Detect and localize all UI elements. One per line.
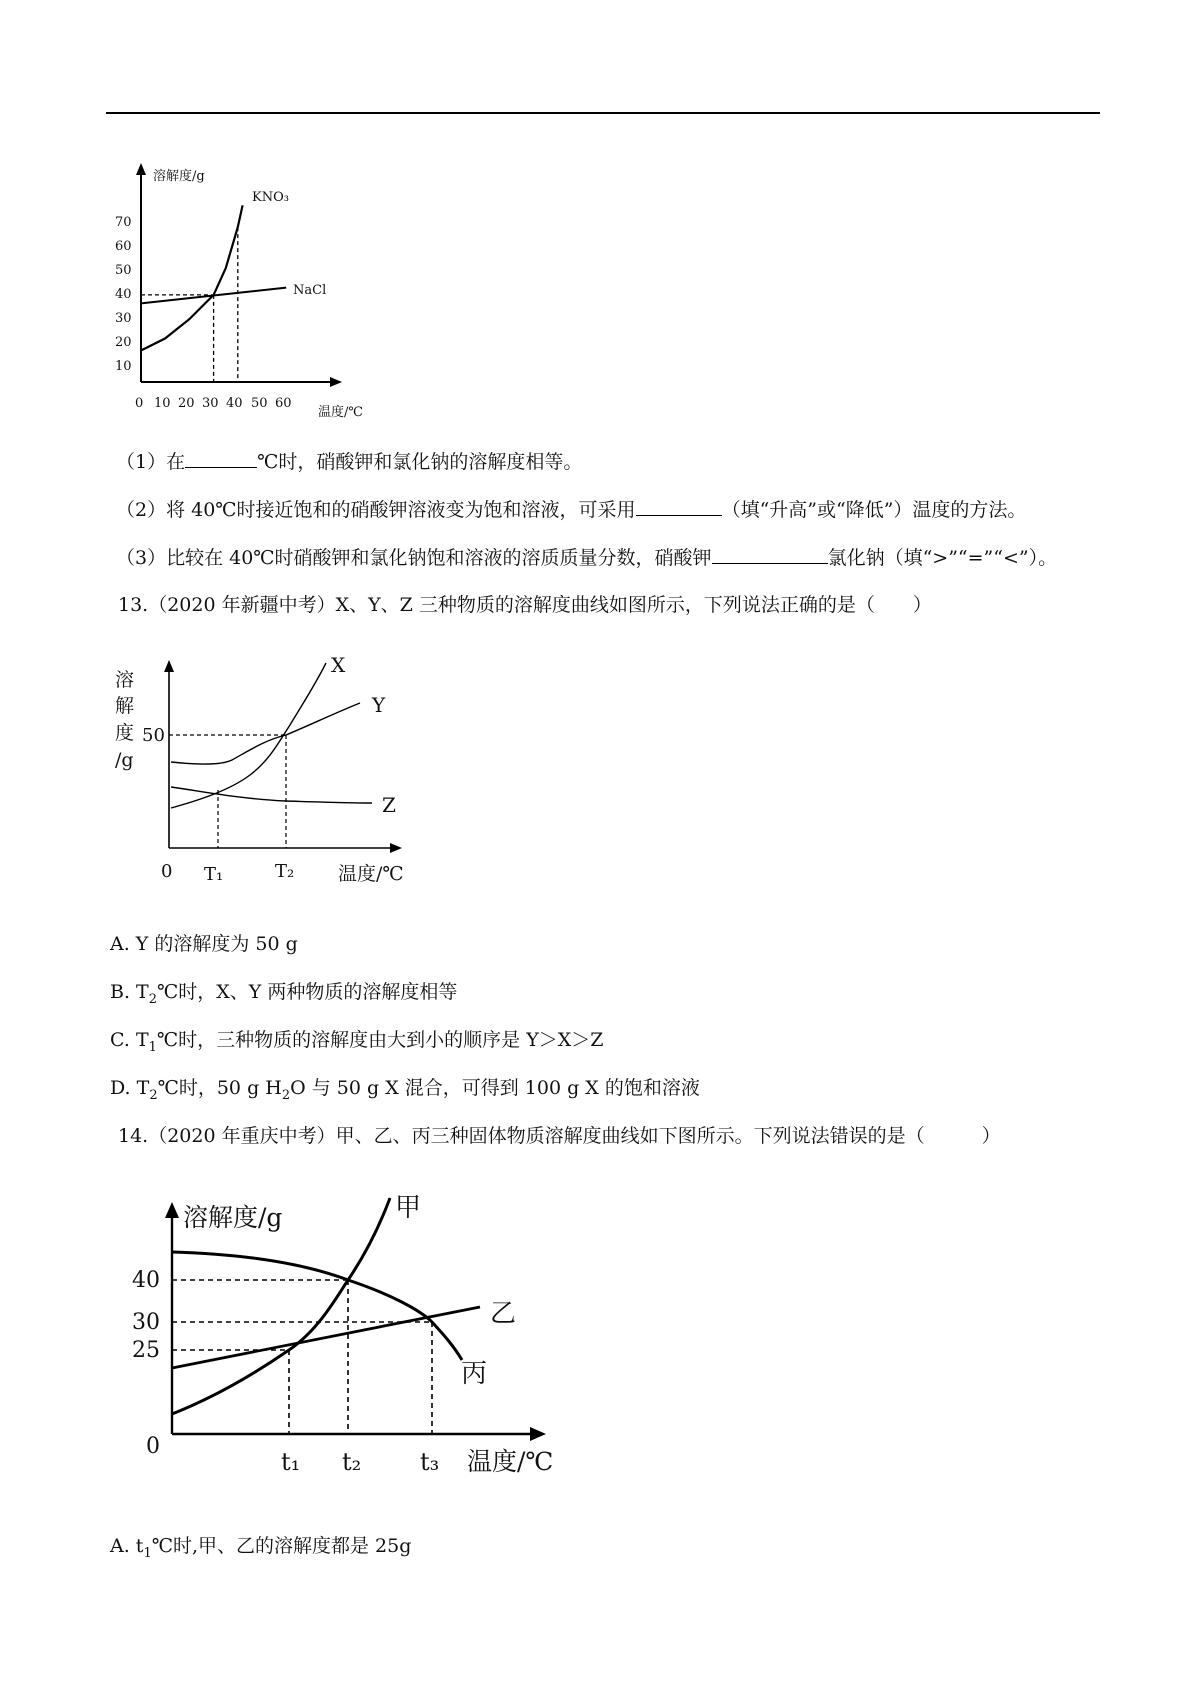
q14-option-a: A. $t_1℃$时,甲、乙的溶解度都是 25g xyxy=(110,1535,412,1561)
guide-lines xyxy=(141,227,238,382)
y-axis-arrow xyxy=(165,1202,179,1218)
y-axis-arrow xyxy=(136,163,146,175)
series-jia-label: 甲 xyxy=(395,1193,422,1223)
x-axis-arrow xyxy=(530,1427,546,1441)
y-axis-label: 溶解度/g xyxy=(183,1203,283,1232)
x-tick-label: 20 xyxy=(178,396,195,411)
svg-text:度: 度 xyxy=(115,722,135,744)
q13-stem: 13.（2020 年新疆中考）X、Y、Z 三种物质的溶解度曲线如图所示，下列说法正确的是（ ） xyxy=(118,594,932,616)
y-tick-label: 20 xyxy=(115,335,132,350)
q13-option-d: D. $T_2℃$时，50 g $H_2O$ 与 50 g X 混合，可得到 100 g X 的饱和溶液 xyxy=(110,1077,700,1103)
x-tick-label: 60 xyxy=(275,396,292,411)
y-tick-label: 30 xyxy=(115,311,132,326)
origin-label: 0 xyxy=(146,1434,160,1459)
svg-text:溶: 溶 xyxy=(115,669,135,691)
y-tick-label: 10 xyxy=(115,359,132,374)
svg-text:解: 解 xyxy=(115,695,135,717)
nacl-series-label: NaCl xyxy=(293,283,327,298)
y-tick-label: 40 xyxy=(115,287,132,302)
series-y-label: Y xyxy=(372,693,386,717)
chart-xyz xyxy=(115,653,404,885)
x-tick-label-t3: t₃ xyxy=(420,1448,440,1476)
x-tick-label: 40 xyxy=(226,396,243,411)
q13-option-a: A. Y 的溶解度为 50 g xyxy=(110,933,298,955)
q13-option-b: B. $T_2℃$时，X、Y 两种物质的溶解度相等 xyxy=(110,981,458,1007)
answer-blank[interactable] xyxy=(636,497,722,516)
y-axis-arrow xyxy=(164,660,174,672)
x-tick-label: 0 xyxy=(135,396,144,411)
y-axis-label: 溶解度/g xyxy=(153,169,205,184)
q14-stem: 14.（2020 年重庆中考）甲、乙、丙三种固体物质溶解度曲线如下图所示。下列说法错误的是（ ） xyxy=(118,1125,1001,1147)
x-tick-label: 10 xyxy=(154,396,171,411)
chart-knO3-nacl xyxy=(115,163,363,420)
y-tick-label: 60 xyxy=(115,239,132,254)
answer-blank[interactable] xyxy=(712,545,828,564)
x-tick-label: 50 xyxy=(251,396,268,411)
y-tick-label: 50 xyxy=(115,263,132,278)
series-z-curve xyxy=(171,787,372,803)
x-tick-label-t2: t₂ xyxy=(342,1448,362,1476)
q12-part3: （3）比较在 40℃时硝酸钾和氯化钠饱和溶液的溶质质量分数，硝酸钾 氯化钠（填“>”“=”“<”）。 xyxy=(116,547,1058,569)
series-bing-label: 丙 xyxy=(461,1359,488,1389)
q12-part1: （1）在 ℃时，硝酸钾和氯化钠的溶解度相等。 xyxy=(116,451,583,473)
svg-text:/g: /g xyxy=(115,749,134,771)
y-axis-label xyxy=(115,669,134,771)
series-x-label: X xyxy=(331,653,346,677)
guide-lines xyxy=(172,1280,432,1434)
x-tick-label: 30 xyxy=(202,396,219,411)
series-y-curve xyxy=(171,703,360,764)
y-tick-label-30: 30 xyxy=(132,1310,160,1335)
y-tick-label-50: 50 xyxy=(142,725,165,746)
y-tick-labels xyxy=(115,215,132,374)
q13-option-c: C. $T_1℃$时，三种物质的溶解度由大到小的顺序是 Y＞X＞Z xyxy=(110,1029,604,1055)
x-axis-label: 温度/℃ xyxy=(338,863,404,885)
kno3-curve xyxy=(141,205,243,350)
y-tick-label: 70 xyxy=(115,215,132,230)
origin-label: 0 xyxy=(161,861,173,882)
y-tick-label-40: 40 xyxy=(132,1268,160,1293)
series-yi-line xyxy=(172,1307,480,1368)
series-z-label: Z xyxy=(382,793,396,817)
x-axis-label: 温度/℃ xyxy=(467,1447,554,1476)
answer-blank[interactable] xyxy=(185,449,257,468)
x-axis-arrow xyxy=(330,377,342,387)
kno3-series-label: KNO₃ xyxy=(252,190,289,205)
x-axis-label: 温度/℃ xyxy=(318,405,363,420)
x-tick-label-t2: T₂ xyxy=(275,861,295,882)
q12-part2: （2）将 40℃时接近饱和的硝酸钾溶液变为饱和溶液，可采用 （填“升高”或“降低”）温度的方法。 xyxy=(116,499,1027,521)
x-tick-label-t1: t₁ xyxy=(281,1448,301,1476)
series-bing-curve xyxy=(172,1252,462,1360)
x-tick-labels xyxy=(135,396,292,411)
x-tick-label-t1: T₁ xyxy=(204,864,224,885)
y-tick-label-25: 25 xyxy=(132,1338,160,1363)
x-axis-arrow xyxy=(390,843,402,853)
chart-jia-yi-bing xyxy=(132,1193,553,1476)
series-yi-label: 乙 xyxy=(490,1299,517,1329)
